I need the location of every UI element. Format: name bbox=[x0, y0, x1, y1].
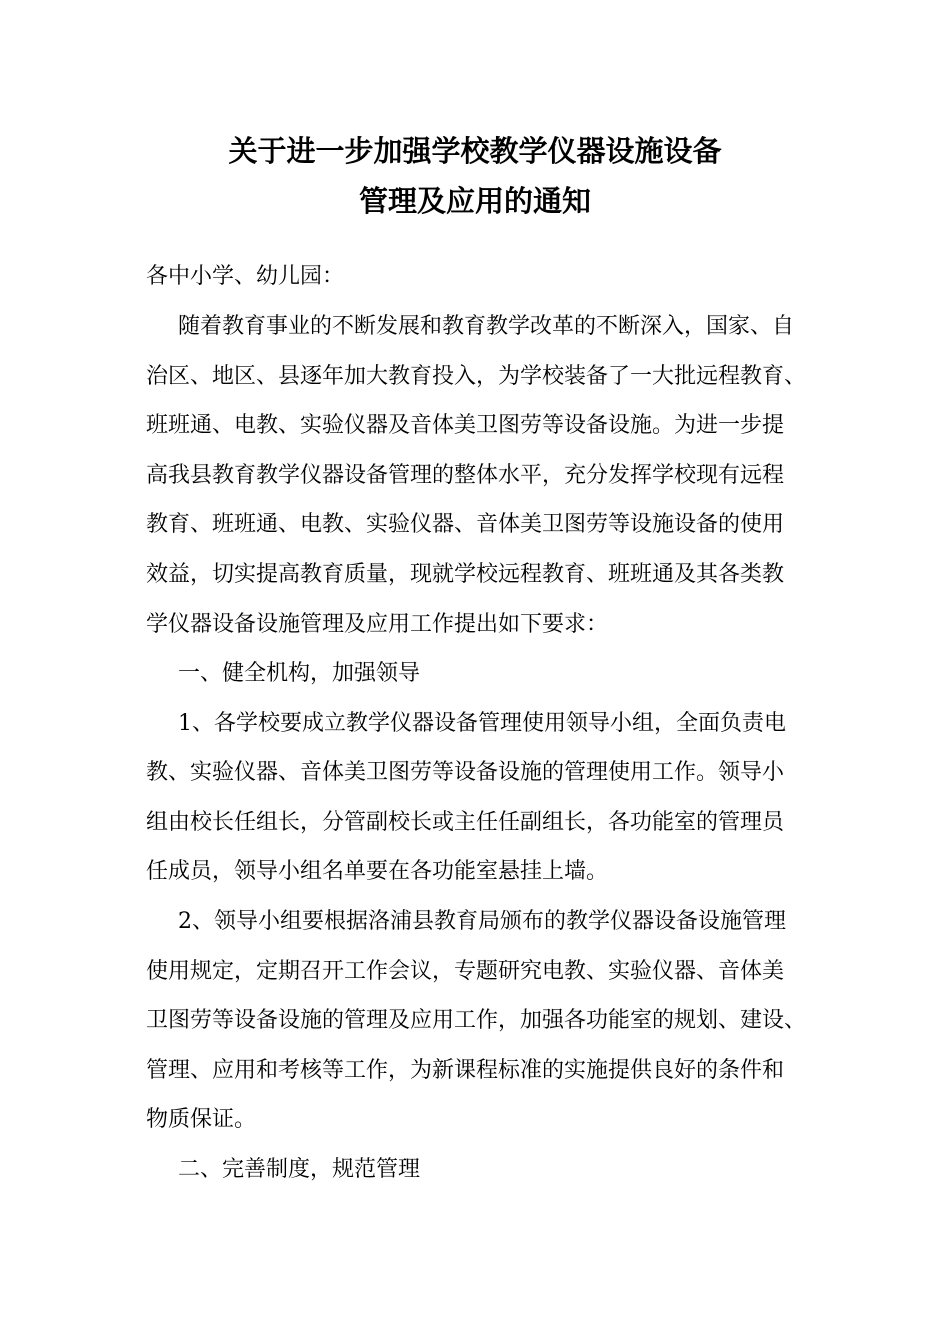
paragraph-line: 学仪器设备设施管理及应用工作提出如下要求： bbox=[146, 612, 609, 637]
paragraph-line: 教、实验仪器、音体美卫图劳等设备设施的管理使用工作。领导小 bbox=[146, 760, 785, 785]
paragraph-line: 物质保证。 bbox=[146, 1107, 257, 1132]
paragraph-line: 组由校长任组长，分管副校长或主任任副组长，各功能室的管理员 bbox=[146, 810, 785, 835]
paragraph-line: 卫图劳等设备设施的管理及应用工作，加强各功能室的规划、建设、 bbox=[146, 1008, 807, 1033]
paragraph-line: 1、各学校要成立教学仪器设备管理使用领导小组，全面负责电 bbox=[178, 711, 786, 736]
paragraph-line: 使用规定，定期召开工作会议，专题研究电教、实验仪器、音体美 bbox=[146, 959, 785, 984]
paragraph-line: 效益，切实提高教育质量，现就学校远程教育、班班通及其各类教 bbox=[146, 562, 785, 587]
paragraph-line: 班班通、电教、实验仪器及音体美卫图劳等设备设施。为进一步提 bbox=[146, 413, 785, 438]
paragraph-line: 治区、地区、县逐年加大教育投入，为学校装备了一大批远程教育、 bbox=[146, 364, 807, 389]
paragraph-line: 高我县教育教学仪器设备管理的整体水平，充分发挥学校现有远程 bbox=[146, 463, 785, 488]
salutation: 各中小学、幼儿园： bbox=[146, 264, 345, 289]
paragraph-line: 随着教育事业的不断发展和教育教学改革的不断深入，国家、自 bbox=[178, 314, 795, 339]
section-heading-1: 一、健全机构，加强领导 bbox=[178, 661, 421, 686]
document-title-line-2: 管理及应用的通知 bbox=[358, 184, 591, 218]
section-heading-2: 二、完善制度，规范管理 bbox=[178, 1157, 421, 1182]
paragraph-line: 教育、班班通、电教、实验仪器、音体美卫图劳等设施设备的使用 bbox=[146, 512, 785, 537]
document-title-line-1: 关于进一步加强学校教学仪器设施设备 bbox=[228, 134, 722, 168]
paragraph-line: 2、领导小组要根据洛浦县教育局颁布的教学仪器设备设施管理 bbox=[178, 909, 786, 934]
paragraph-line: 任成员，领导小组名单要在各功能室悬挂上墙。 bbox=[146, 859, 609, 884]
paragraph-line: 管理、应用和考核等工作，为新课程标准的实施提供良好的条件和 bbox=[146, 1058, 785, 1083]
